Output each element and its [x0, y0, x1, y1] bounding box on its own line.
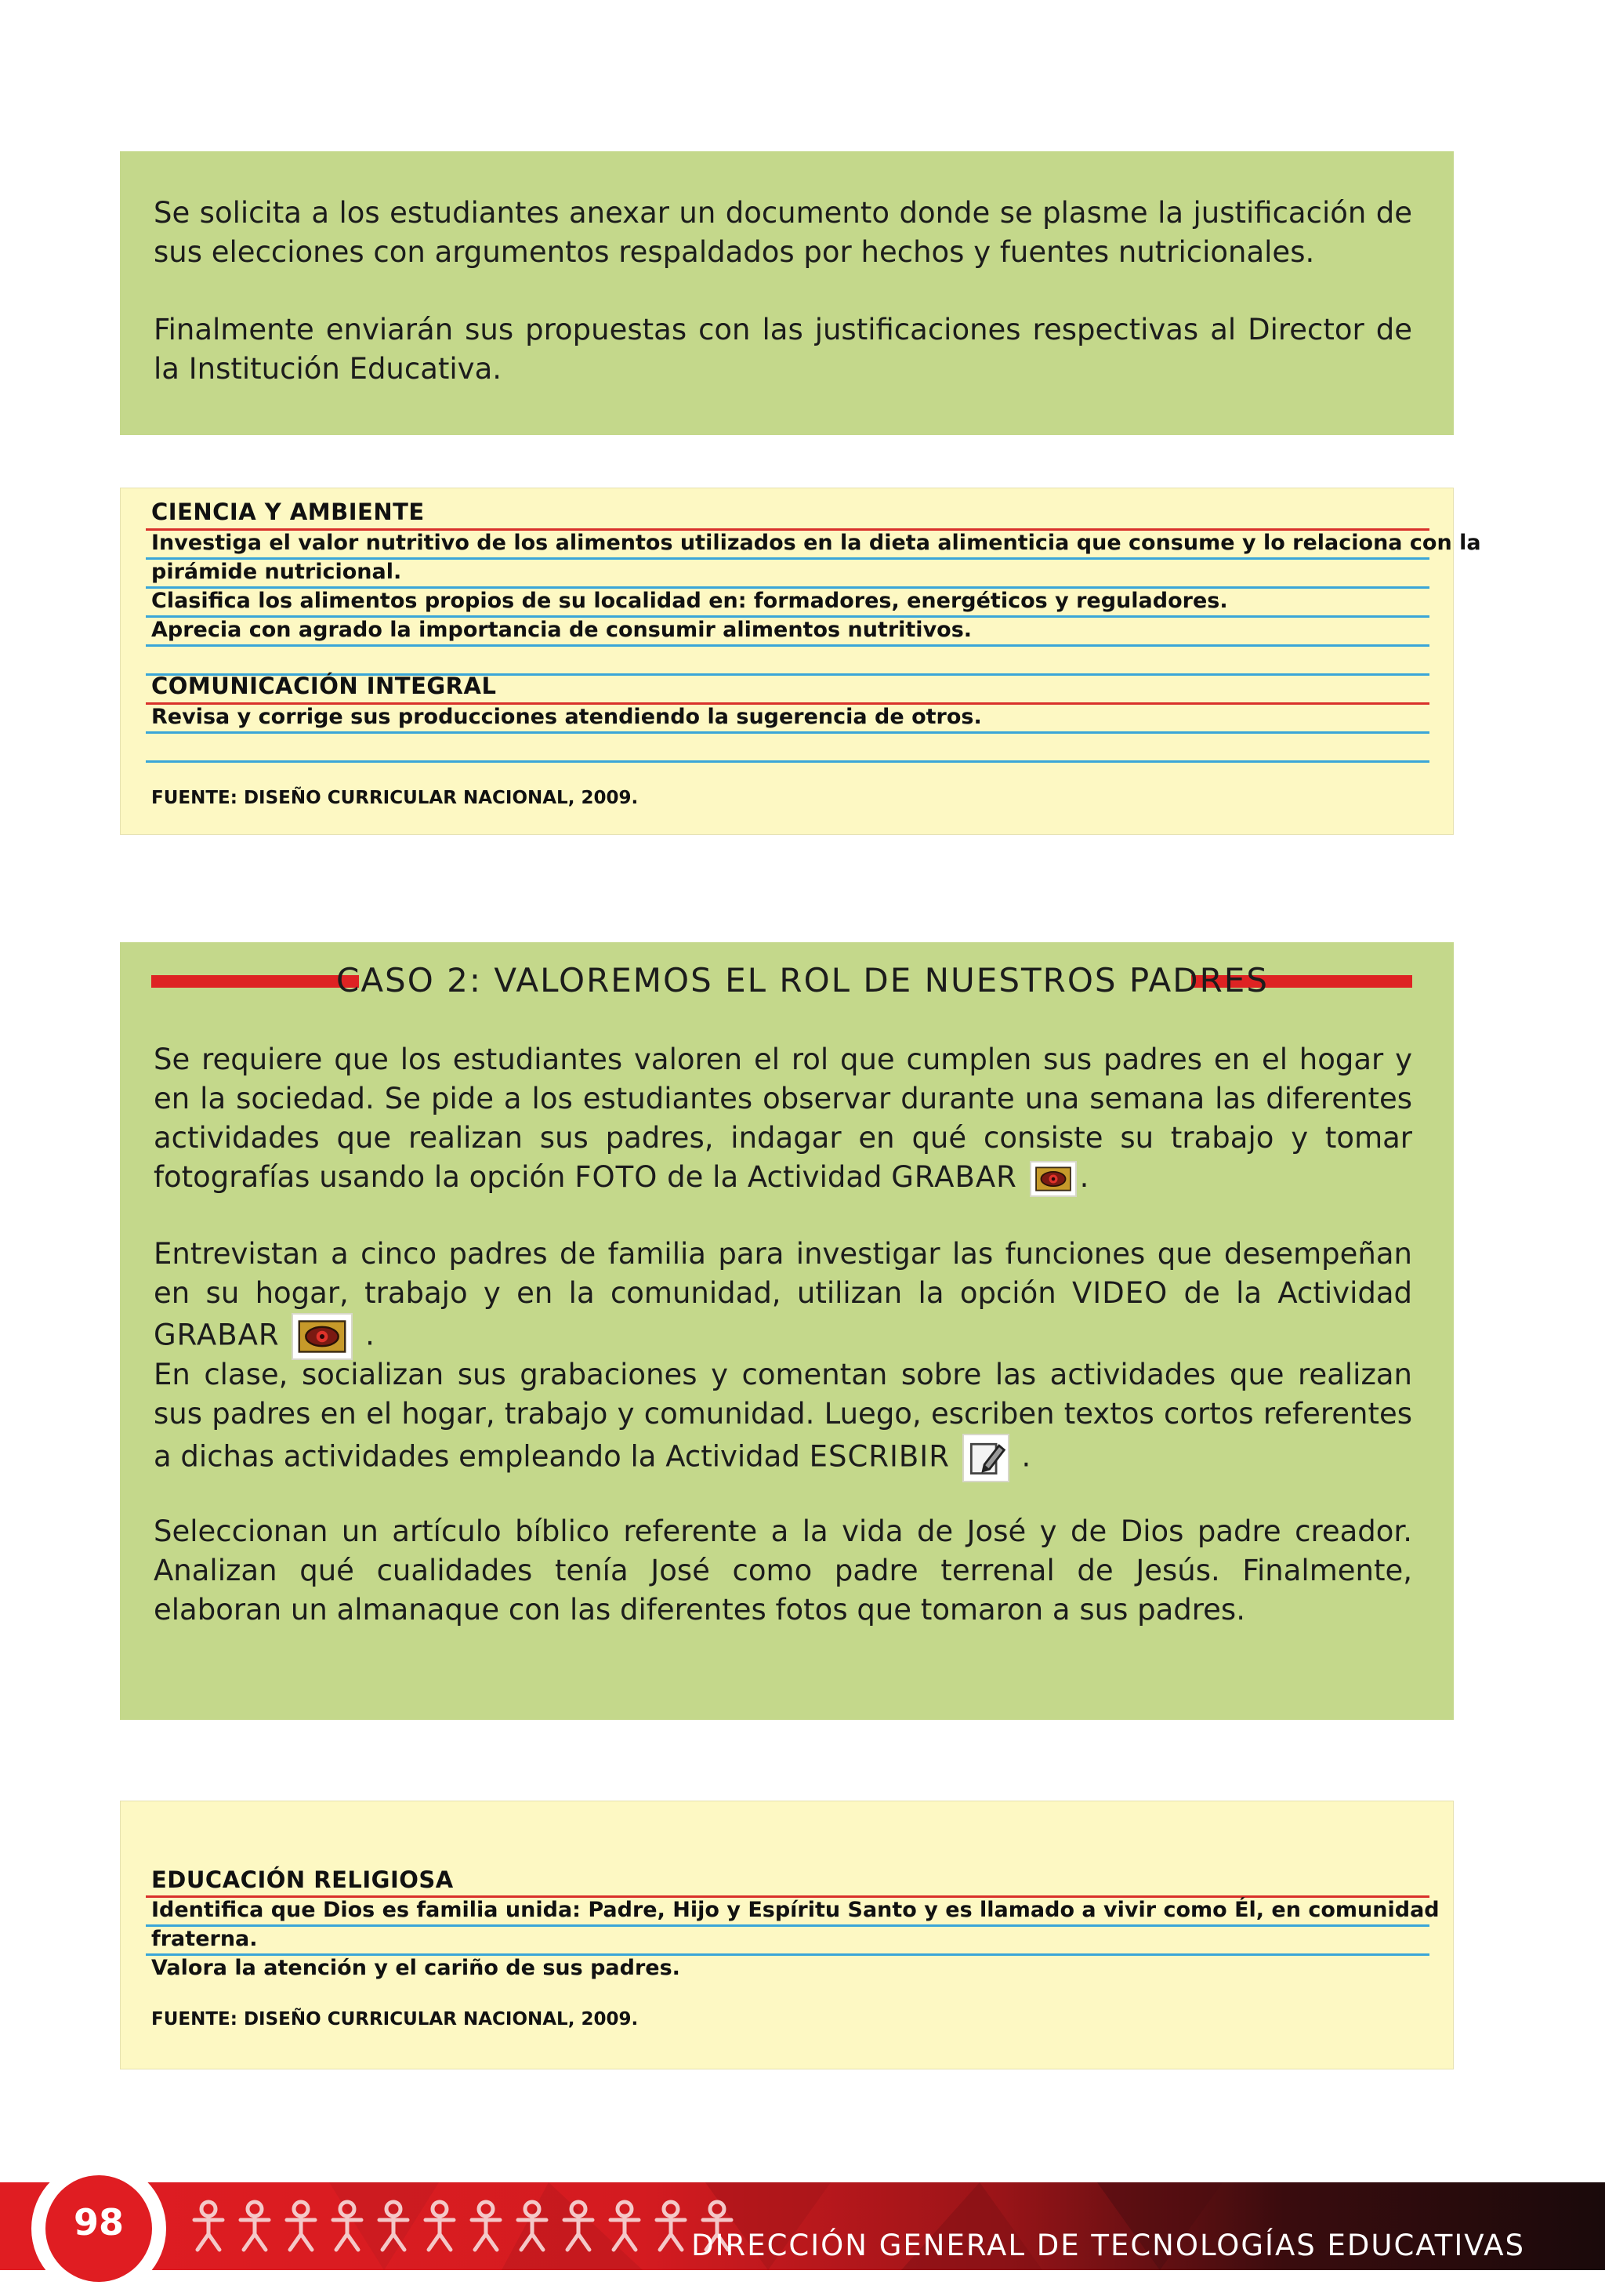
instructions-paragraph-2: Finalmente enviarán sus propuestas con las justificaciones respectivas al Director de la Institución Educativa. — [154, 313, 1412, 386]
section-title-ciencia: CIENCIA Y AMBIENTE — [151, 499, 425, 525]
case-p2-text: Entrevistan a cinco padres de familia para investigar las funciones que desempeñan en su hogar, trabajo y en la comunidad, utilizan la opción — [154, 1237, 1412, 1310]
keyword-foto: FOTO — [574, 1160, 658, 1194]
competency-line: Valora la atención y el cariño de sus padres. — [151, 1956, 680, 1980]
competency-line: fraterna. — [151, 1927, 258, 1951]
competency-line: Identifica que Dios es familia unida: Padre, Hijo y Espíritu Santo y es llamado a vivir como Él, en comunidad — [151, 1898, 1440, 1922]
case-p3-text: En clase, socializan sus grabaciones y comentan sobre las actividades que realizan sus padres en el hogar, trabajo y comunidad. Luego, escriben textos cortos referentes a dichas actividades empleando la Actividad — [154, 1358, 1412, 1474]
source-citation: FUENTE: DISEÑO CURRICULAR NACIONAL, 2009. — [151, 2009, 639, 2029]
camera-eye-icon — [1030, 1161, 1077, 1197]
keyword-grabar: GRABAR — [154, 1318, 280, 1352]
instructions-paragraph-1: Se solicita a los estudiantes anexar un documento donde se plasme la justificación de sus elecciones con argumentos respaldados por hechos y fuentes nutricionales. — [154, 196, 1412, 269]
children-chain-icon — [187, 2198, 751, 2254]
competency-line: Clasifica los alimentos propios de su localidad en: formadores, energéticos y reguladores. — [151, 589, 1228, 613]
line-rule — [146, 731, 1429, 734]
case-paragraph-1 — [154, 1040, 1412, 1197]
competency-line: Revisa y corrige sus producciones atendiendo la sugerencia de otros. — [151, 705, 982, 729]
case-p1-mid: de la Actividad — [667, 1160, 882, 1194]
case-p1-text: Se requiere que los estudiantes valoren el rol que cumplen sus padres en el hogar y en la sociedad. Se pide a los estudiantes observar durante una semana las diferentes actividades que realizan sus padres, indagar en qué consiste su trabajo y tomar fotografías usando la opción — [154, 1043, 1412, 1194]
case-p3-end: . — [1021, 1439, 1031, 1474]
case-p2-mid: de la Actividad — [1183, 1276, 1413, 1310]
case-p2-end: . — [365, 1318, 375, 1352]
case-paragraph-2 — [154, 1235, 1412, 1360]
competency-line: Investiga el valor nutritivo de los alimentos utilizados en la dieta alimenticia que consume y lo relaciona con la — [151, 531, 1481, 555]
competency-line: Aprecia con agrado la importancia de consumir alimentos nutritivos. — [151, 618, 973, 642]
case-p1-end: . — [1079, 1160, 1089, 1194]
keyword-video: VIDEO — [1072, 1276, 1168, 1310]
line-rule — [146, 644, 1429, 647]
keyword-escribir: ESCRIBIR — [809, 1439, 950, 1474]
line-rule — [146, 760, 1429, 763]
keyword-grabar: GRABAR — [891, 1160, 1017, 1194]
case-title: CASO 2: VALOREMOS EL ROL DE NUESTROS PADRES — [336, 961, 1269, 999]
competency-line: pirámide nutricional. — [151, 560, 402, 584]
source-citation: FUENTE: DISEÑO CURRICULAR NACIONAL, 2009. — [151, 788, 639, 808]
section-title-religiosa: EDUCACIÓN RELIGIOSA — [151, 1866, 454, 1893]
section-title-comunicacion: COMUNICACIÓN INTEGRAL — [151, 673, 497, 699]
case-paragraph-3 — [154, 1355, 1412, 1482]
camera-eye-icon — [292, 1313, 353, 1360]
page-number: 98 — [45, 2175, 152, 2282]
footer-org-name: DIRECCIÓN GENERAL DE TECNOLOGÍAS EDUCATIVAS — [691, 2229, 1525, 2262]
case-paragraph-4: Seleccionan un artículo bíblico referente a la vida de José y de Dios padre creador. Analizan qué cualidades tenía José como padre terrenal de Jesús. Finalmente, elaboran un almanaque con las diferentes fotos que tomaron a sus padres. — [154, 1514, 1412, 1627]
edit-pencil-icon — [962, 1434, 1009, 1482]
